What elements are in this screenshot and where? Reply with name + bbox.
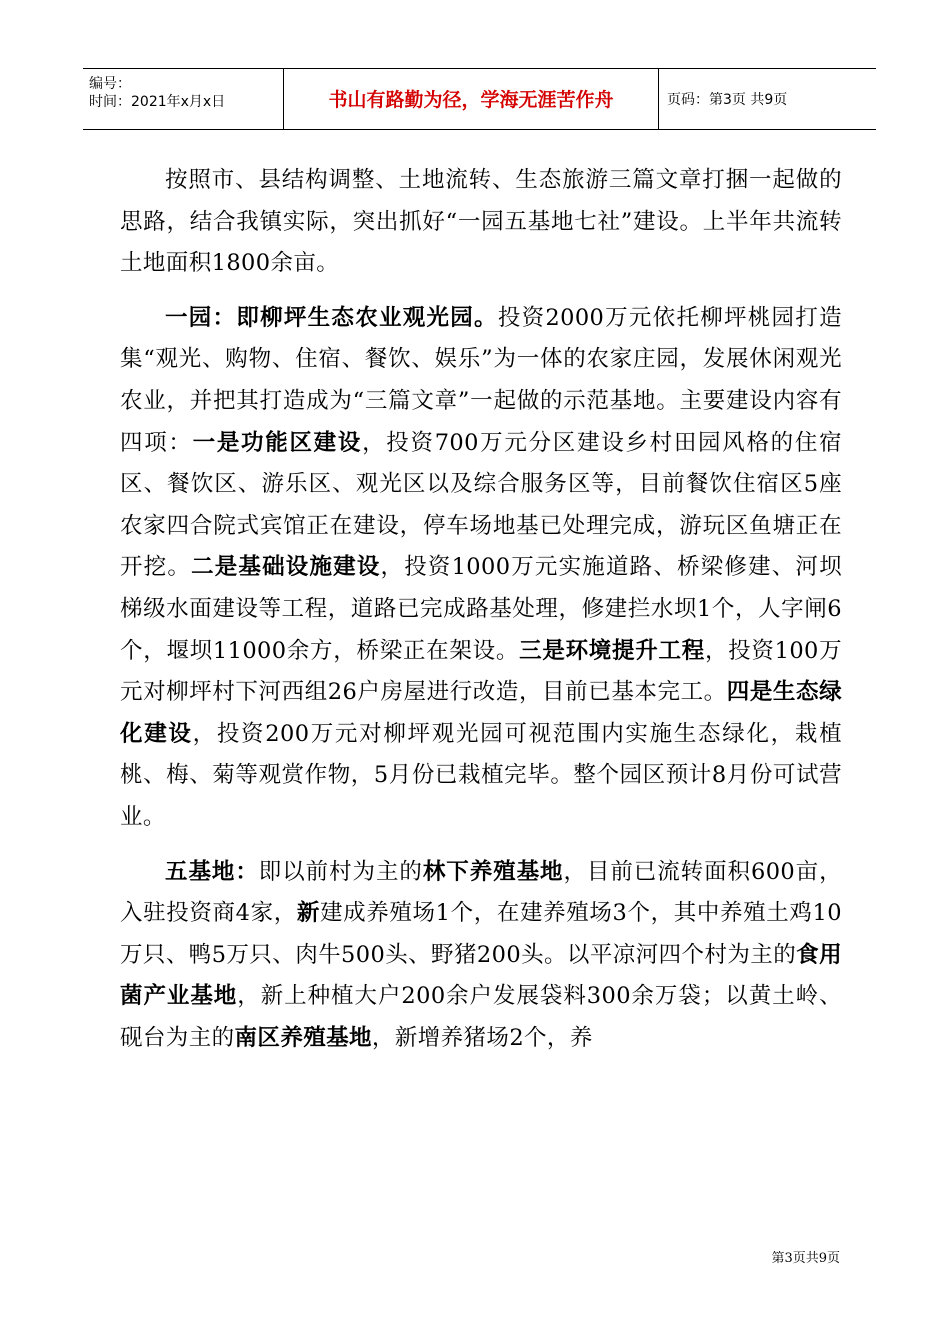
- paragraph-text: ，新增养猪场2个，养: [371, 1024, 593, 1051]
- paragraph-text: ，投资100万元对柳坪村下河西组26户房屋进行改造，目前已基本完工。: [120, 637, 842, 706]
- bold-heading: 新: [296, 900, 321, 927]
- bold-heading: 一园：即柳坪生态农业观光园。: [165, 304, 498, 331]
- bold-heading: 三是环境提升工程: [519, 637, 705, 664]
- document-header: [83, 68, 876, 130]
- page-footer: 第3页共9页: [771, 1251, 840, 1266]
- bold-heading: 四是生态绿化建设: [120, 679, 842, 747]
- paragraph-text: ，投资1000万元实施道路、桥梁修建、河坝梯级水面建设等工程，道路已完成路基处理，修建拦水坝1个，人字闸6个，堰坝11000余方，桥梁正在架设。: [120, 554, 843, 664]
- paragraph-text: ，新上种植大户200余户发展袋料300余万袋；以黄土岭、砚台为主的: [120, 983, 842, 1051]
- document-date-label: 时间：2021年x月x日: [89, 94, 226, 110]
- bold-heading: 一是功能区建设: [192, 429, 363, 456]
- paragraph-text: ，目前已流转面积600亩，入驻投资商4家，: [120, 858, 843, 927]
- bold-heading: 二是基础设施建设: [191, 554, 381, 581]
- header-motto: 书山有路勤为径，学海无涯苦作舟: [284, 69, 659, 129]
- bold-heading: 南区养殖基地: [234, 1024, 372, 1051]
- bold-heading: 林下养殖基地: [422, 858, 564, 885]
- document-body: [120, 160, 842, 1059]
- paragraph-five-bases: [120, 852, 842, 1060]
- paragraph-text: 投资2000万元依托柳坪桃园打造集“观光、购物、住宿、餐饮、娱乐”为一体的农家庄园，发展休闲观光农业，并把其打造成为“三篇文章”一起做的示范基地。主要建设内容有四项：: [120, 304, 842, 456]
- bold-heading: 五基地：: [165, 858, 259, 885]
- paragraph-text: 建成养殖场1个，在建养殖场3个，其中养殖土鸡10万只、鸭5万只、肉牛500头、野猪200头。以平凉河四个村为主的: [120, 900, 842, 968]
- bold-heading: 食用菌产业基地: [120, 941, 842, 1010]
- paragraph-text: ，投资700万元分区建设乡村田园风格的住宿区、餐饮区、游乐区、观光区以及综合服务区等，目前餐饮住宿区5座农家四合院式宾馆正在建设，停车场地基已处理完成，游玩区鱼塘正在开挖。: [120, 429, 842, 581]
- document-number-label: 编号：: [89, 76, 131, 92]
- paragraph-text: 即以前村为主的: [258, 858, 423, 885]
- paragraph-intro: 按照市、县结构调整、土地流转、生态旅游三篇文章打捆一起做的思路，结合我镇实际，突出抓好“一园五基地七社”建设。上半年共流转土地面积1800余亩。: [120, 167, 842, 277]
- paragraph-one-park: [120, 298, 842, 839]
- header-page-info: 页码：第3页 共9页: [667, 92, 788, 108]
- header-meta-cell: [83, 69, 284, 129]
- paragraph-text: ，投资200万元对柳坪观光园可视范围内实施生态绿化，栽植桃、梅、菊等观赏作物，5月份已栽植完毕。整个园区预计8月份可试营业。: [120, 720, 843, 830]
